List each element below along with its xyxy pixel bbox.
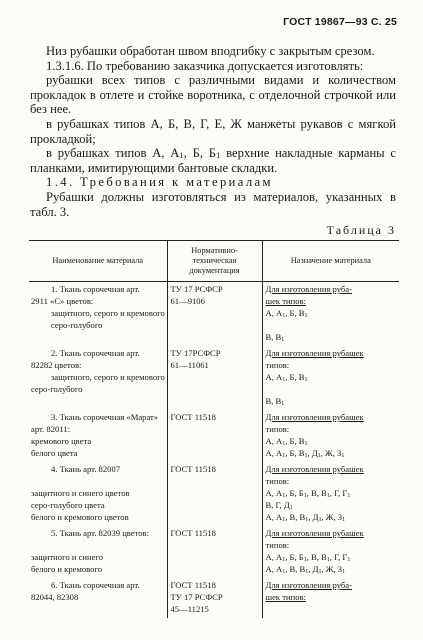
material-name-cell: 4. Ткань арт. 82007 защитного и синего цветов серо-голубого цвета белого и кремового цветов	[31, 464, 130, 522]
document-cell: ГОСТ 11518	[167, 526, 262, 578]
paragraph-collar-interlinings: рубашки всех типов с различными видами и количеством прокладок в отлете и стойке воротника, с отделочной строчкой или без нее.	[30, 73, 396, 117]
table-row	[29, 410, 399, 462]
table-row	[29, 282, 399, 347]
paragraph-pockets: в рубашках типов А, $А_1$, Б, $Б_1$ верхние накладные карманы с планками, имитирующими бантовые складки.	[30, 146, 396, 175]
table-row	[29, 526, 399, 578]
section-heading-materials: 1.4. Требования к материалам	[46, 175, 273, 190]
table-row	[29, 346, 399, 410]
column-header-purpose: Назначение материала	[262, 241, 399, 282]
paragraph-cuffs: в рубашках типов А, Б, В, Г, Е, Ж манжеты рукавов с мягкой прокладкой;	[30, 116, 396, 146]
page-header: ГОСТ 19867—93 С. 25	[283, 16, 397, 28]
column-header-doc: Нормативно- техническая документация	[167, 241, 262, 282]
table-row	[29, 578, 399, 618]
material-name-cell: 1. Ткань сорочечная арт. 2911 «С» цветов: защитного, серого и кремового серо-голубого	[31, 284, 165, 330]
purpose-cell: Для изготовления рубашек типов: А, $А_1$, Б, $Б_1$, В, $В_1$, Г, $Г_1$ А, $А_1$, В, $В_1$, $Д_1$, Ж, $З_1$	[262, 526, 399, 578]
purpose-cell: Для изготовления руба- шек типов: А, $А_1$, Б, $В_1$ В, $В_1$	[262, 282, 399, 347]
document-cell: ГОСТ 11518	[167, 410, 262, 462]
material-name-cell: 6. Ткань сорочечная арт. 82044, 82308	[31, 580, 140, 602]
table-caption: Таблица 3	[326, 223, 396, 237]
column-header-name: Наименование материала	[29, 241, 167, 282]
materials-table	[29, 240, 399, 618]
table-row	[29, 462, 399, 526]
document-cell: ТУ 17 РСФСР 61—9106	[167, 282, 262, 347]
paragraph-clause-1-3-1-6: 1.3.1.6. По требованию заказчика допускается изготовлять:	[46, 58, 364, 73]
purpose-cell: Для изготовления руба- шек типов:	[262, 578, 399, 618]
material-name-cell: 3. Ткань сорочечная «Марат» арт. 82011: кремового цвета белого цвета	[31, 412, 159, 458]
document-cell: ТУ 17РСФСР 61—11061	[167, 346, 262, 410]
purpose-cell: Для изготовления рубашек типов: А, $А_1$, Б, $В_1$ А, $А_1$, Б, $В_1$, $Д_1$, Ж, $З_1$	[262, 410, 399, 462]
paragraph-hem: Низ рубашки обработан швом вподгибку с закрытым срезом.	[46, 44, 375, 58]
purpose-cell: Для изготовления рубашек типов: А, $А_1$, Б, $В_1$ В, $В_1$	[262, 346, 399, 410]
material-name-cell: 5. Ткань арт. 82039 цветов: защитного и синего белого и кремового	[31, 528, 149, 574]
table-header-row	[29, 241, 399, 282]
purpose-cell: Для изготовления рубашек типов: А, $А_1$, Б, $Б_1$, В, $В_1$, Г, $Г_1$ В, Г, $Д_1$ А, $А_1$, В, $В_1$, $Д_1$, Ж, $З_1$	[262, 462, 399, 526]
material-name-cell: 2. Ткань сорочечная арт. 82282 цветов: защитного, серого и кремового серо-голубого	[31, 348, 165, 394]
body-text	[30, 44, 396, 219]
document-cell: ГОСТ 11518	[167, 462, 262, 526]
paragraph-materials-reference: Рубашки должны изготовляться из материалов, указанных в табл. 3.	[30, 189, 396, 219]
document-cell: ГОСТ 11518 ТУ 17 РСФСР 45—11215	[167, 578, 262, 618]
